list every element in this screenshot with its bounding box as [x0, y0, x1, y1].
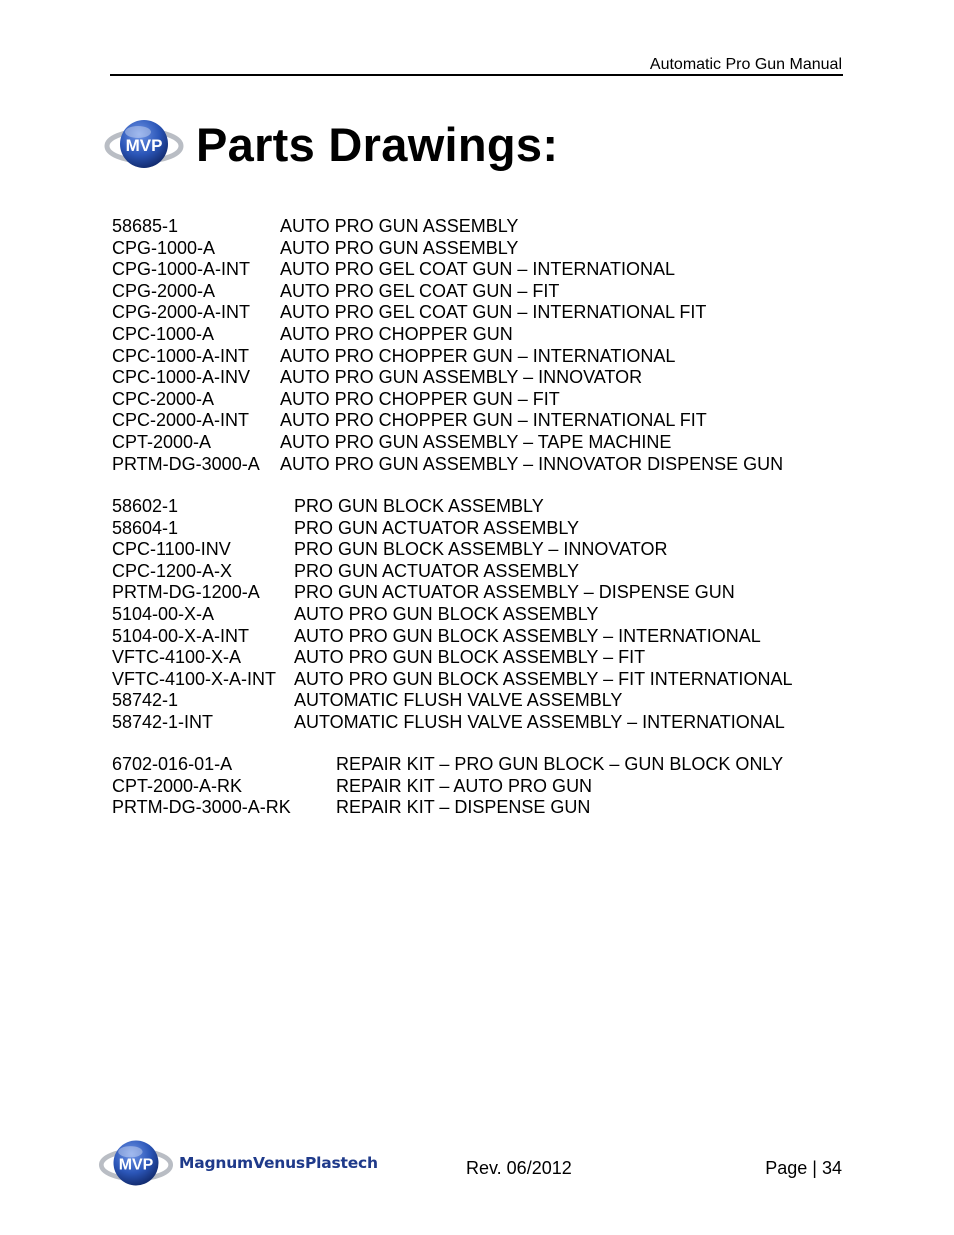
part-description: AUTO PRO GUN ASSEMBLY – INNOVATOR DISPENSE GUN — [280, 453, 784, 474]
part-number: CPC-1200-A-X — [112, 560, 233, 581]
table-row — [112, 454, 783, 476]
table-row — [112, 690, 792, 712]
mvp-footer-logo-icon — [97, 1133, 175, 1193]
part-number: CPG-1000-A — [112, 237, 216, 258]
part-number: 5104-00-X-A-INT — [112, 625, 250, 646]
part-number: CPT-2000-A-RK — [112, 775, 243, 796]
table-row — [112, 518, 792, 540]
table-row — [112, 432, 783, 454]
parts-section-blocks — [112, 496, 792, 734]
header-rule — [110, 74, 843, 76]
part-description: REPAIR KIT – DISPENSE GUN — [336, 797, 591, 818]
footer-revision: Rev. 06/2012 — [466, 1158, 572, 1178]
brand-name: MagnumVenusPlastech — [179, 1154, 378, 1172]
part-description: AUTO PRO GEL COAT GUN – INTERNATIONAL — [280, 259, 676, 280]
part-description: AUTO PRO CHOPPER GUN – INTERNATIONAL — [280, 345, 676, 366]
part-description: PRO GUN ACTUATOR ASSEMBLY – DISPENSE GUN — [294, 582, 735, 603]
part-number: 58602-1 — [112, 496, 179, 516]
table-row — [112, 776, 783, 798]
part-number: 58742-1-INT — [112, 711, 214, 732]
logo-text: MVP — [125, 136, 163, 155]
parts-section-repair-kits — [112, 754, 783, 819]
table-row — [112, 712, 792, 734]
part-number: PRTM-DG-3000-A-RK — [112, 797, 291, 818]
table-row — [112, 259, 783, 281]
part-description: AUTO PRO GEL COAT GUN – FIT — [280, 280, 560, 301]
part-number: 6702-016-01-A — [112, 754, 233, 774]
page-title: Parts Drawings: — [196, 117, 559, 171]
part-description: AUTO PRO CHOPPER GUN – FIT — [280, 388, 560, 409]
part-description: AUTO PRO GUN BLOCK ASSEMBLY – FIT INTERNATIONAL — [294, 668, 793, 689]
mvp-logo-icon — [104, 112, 184, 176]
part-number: CPC-2000-A — [112, 388, 215, 409]
table-row — [112, 539, 792, 561]
table-row — [112, 216, 783, 238]
footer-page-number: Page | 34 — [765, 1158, 842, 1178]
part-description: PRO GUN BLOCK ASSEMBLY – INNOVATOR — [294, 539, 668, 560]
part-number: CPG-2000-A-INT — [112, 302, 251, 323]
part-number: VFTC-4100-X-A-INT — [112, 668, 277, 689]
part-description: AUTO PRO GUN ASSEMBLY — [280, 237, 519, 258]
part-number: CPC-1000-A-INV — [112, 367, 251, 388]
table-row — [112, 346, 783, 368]
table-row — [112, 669, 792, 691]
part-description: AUTO PRO GUN ASSEMBLY – INNOVATOR — [280, 367, 643, 388]
part-description: REPAIR KIT – AUTO PRO GUN — [336, 775, 593, 796]
table-row — [112, 626, 792, 648]
table-row — [112, 647, 792, 669]
header-title: Automatic Pro Gun Manual — [649, 56, 842, 73]
table-row — [112, 496, 792, 518]
table-row — [112, 604, 792, 626]
part-number: 58685-1 — [112, 216, 179, 236]
part-number: PRTM-DG-3000-A — [112, 453, 260, 474]
table-row — [112, 561, 792, 583]
table-row — [112, 238, 783, 260]
part-number: 58604-1 — [112, 517, 179, 538]
part-number: 58742-1 — [112, 690, 179, 711]
table-row — [112, 302, 783, 324]
part-description: REPAIR KIT – PRO GUN BLOCK – GUN BLOCK ONLY — [336, 754, 784, 774]
table-row — [112, 324, 783, 346]
table-row — [112, 410, 783, 432]
table-row — [112, 582, 792, 604]
part-number: 5104-00-X-A — [112, 603, 215, 624]
part-number: CPC-1100-INV — [112, 539, 231, 560]
part-number: VFTC-4100-X-A — [112, 647, 242, 668]
table-row — [112, 797, 783, 819]
part-description: AUTO PRO CHOPPER GUN — [280, 323, 513, 344]
part-description: AUTO PRO GUN ASSEMBLY — [280, 216, 519, 236]
part-description: PRO GUN ACTUATOR ASSEMBLY — [294, 517, 580, 538]
part-description: PRO GUN BLOCK ASSEMBLY — [294, 496, 544, 516]
part-number: CPC-2000-A-INT — [112, 410, 250, 431]
part-number: PRTM-DG-1200-A — [112, 582, 260, 603]
part-description: AUTOMATIC FLUSH VALVE ASSEMBLY — [294, 690, 623, 711]
part-number: CPG-1000-A-INT — [112, 259, 251, 280]
part-number: CPT-2000-A — [112, 431, 212, 452]
title-row — [104, 112, 558, 176]
part-description: AUTO PRO GUN BLOCK ASSEMBLY – INTERNATIONAL — [294, 625, 761, 646]
part-description: AUTO PRO CHOPPER GUN – INTERNATIONAL FIT — [280, 410, 707, 431]
part-description: AUTO PRO GUN BLOCK ASSEMBLY – FIT — [294, 647, 646, 668]
part-description: PRO GUN ACTUATOR ASSEMBLY — [294, 560, 580, 581]
table-row — [112, 754, 783, 776]
part-description: AUTO PRO GUN ASSEMBLY – TAPE MACHINE — [280, 431, 672, 452]
part-description: AUTO PRO GEL COAT GUN – INTERNATIONAL FIT — [280, 302, 707, 323]
part-number: CPG-2000-A — [112, 280, 216, 301]
part-description: AUTOMATIC FLUSH VALVE ASSEMBLY – INTERNATIONAL — [294, 711, 785, 732]
part-description: AUTO PRO GUN BLOCK ASSEMBLY — [294, 603, 599, 624]
part-number: CPC-1000-A-INT — [112, 345, 250, 366]
part-number: CPC-1000-A — [112, 323, 215, 344]
table-row — [112, 281, 783, 303]
footer-logo — [97, 1133, 378, 1193]
table-row — [112, 389, 783, 411]
table-row — [112, 367, 783, 389]
footer-logo-text: MVP — [118, 1156, 154, 1174]
parts-section-assemblies — [112, 216, 783, 475]
